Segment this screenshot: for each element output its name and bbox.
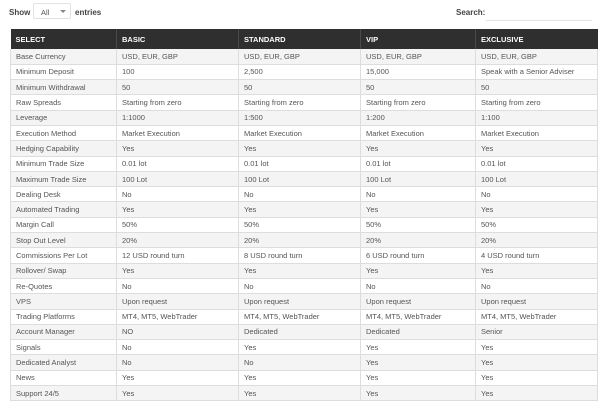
table-cell: 50% — [476, 217, 598, 232]
table-cell: No — [476, 278, 598, 293]
row-label-cell: Commissions Per Lot — [11, 248, 117, 263]
table-cell: 6 USD round turn — [361, 248, 476, 263]
table-cell: 0.01 lot — [361, 156, 476, 171]
row-label-cell: Trading Platforms — [11, 309, 117, 324]
table-row — [11, 125, 598, 140]
table-row — [11, 324, 598, 339]
row-label-cell: Execution Method — [11, 125, 117, 140]
table-cell: Yes — [476, 141, 598, 156]
table-cell: Starting from zero — [239, 95, 361, 110]
table-cell: 1:1000 — [117, 110, 239, 125]
table-cell: No — [239, 355, 361, 370]
table-row — [11, 386, 598, 401]
table-cell: No — [361, 278, 476, 293]
table-cell: Speak with a Senior Adviser — [476, 64, 598, 79]
table-cell: 1:200 — [361, 110, 476, 125]
table-cell: Yes — [361, 340, 476, 355]
row-label-cell: Minimum Deposit — [11, 64, 117, 79]
show-label: Show — [9, 8, 31, 17]
row-label-cell: Dealing Desk — [11, 187, 117, 202]
table-cell: 50 — [476, 80, 598, 95]
chevron-down-icon — [60, 10, 66, 13]
table-cell: No — [239, 278, 361, 293]
table-cell: Yes — [117, 263, 239, 278]
table-row — [11, 171, 598, 186]
header-row — [11, 29, 598, 49]
row-label-cell: Minimum Withdrawal — [11, 80, 117, 95]
table-cell: Starting from zero — [117, 95, 239, 110]
table-cell: Yes — [361, 263, 476, 278]
column-header-basic[interactable]: BASIC — [117, 29, 239, 49]
table-cell: Upon request — [239, 294, 361, 309]
table-cell: 50 — [361, 80, 476, 95]
row-label-cell: Minimum Trade Size — [11, 156, 117, 171]
table-cell: 100 Lot — [239, 171, 361, 186]
table-cell: 50% — [239, 217, 361, 232]
table-cell: 0.01 lot — [117, 156, 239, 171]
table-cell: Starting from zero — [476, 95, 598, 110]
table-cell: No — [476, 187, 598, 202]
table-cell: 50% — [361, 217, 476, 232]
table-cell: 12 USD round turn — [117, 248, 239, 263]
table-row — [11, 355, 598, 370]
table-header — [11, 29, 598, 49]
column-header-exclusive[interactable]: EXCLUSIVE — [476, 29, 598, 49]
table-cell: MT4, MT5, WebTrader — [361, 309, 476, 324]
table-cell: 1:100 — [476, 110, 598, 125]
row-label-cell: Leverage — [11, 110, 117, 125]
entries-length-value: All — [41, 8, 50, 17]
table-cell: Starting from zero — [361, 95, 476, 110]
table-cell: No — [361, 187, 476, 202]
table-cell: Dedicated — [361, 324, 476, 339]
row-label-cell: Base Currency — [11, 49, 117, 64]
table-row — [11, 202, 598, 217]
table-row — [11, 64, 598, 79]
table-cell: Yes — [476, 386, 598, 401]
table-cell: No — [117, 340, 239, 355]
row-label-cell: Signals — [11, 340, 117, 355]
table-cell: Yes — [239, 141, 361, 156]
table-cell: 20% — [117, 233, 239, 248]
search-label: Search: — [456, 8, 486, 17]
table-cell: No — [117, 278, 239, 293]
table-cell: 0.01 lot — [239, 156, 361, 171]
column-header-standard[interactable]: STANDARD — [239, 29, 361, 49]
table-cell: USD, EUR, GBP — [117, 49, 239, 64]
table-cell: NO — [117, 324, 239, 339]
row-label-cell: Hedging Capability — [11, 141, 117, 156]
table-row — [11, 294, 598, 309]
table-cell: 50 — [239, 80, 361, 95]
entries-length-select[interactable] — [33, 3, 71, 19]
table-cell: Yes — [476, 340, 598, 355]
row-label-cell: Support 24/5 — [11, 386, 117, 401]
table-cell: 1:500 — [239, 110, 361, 125]
table-cell: Yes — [476, 370, 598, 385]
table-cell: 0.01 lot — [476, 156, 598, 171]
table-row — [11, 233, 598, 248]
table-row — [11, 141, 598, 156]
account-comparison-table — [10, 29, 598, 401]
table-cell: USD, EUR, GBP — [239, 49, 361, 64]
table-cell: Yes — [476, 355, 598, 370]
table-row — [11, 95, 598, 110]
table-cell: Yes — [117, 386, 239, 401]
table-cell: Yes — [476, 202, 598, 217]
table-cell: Yes — [239, 202, 361, 217]
table-cell: Yes — [117, 370, 239, 385]
table-cell: MT4, MT5, WebTrader — [239, 309, 361, 324]
table-cell: 50 — [117, 80, 239, 95]
table-cell: 50% — [117, 217, 239, 232]
table-cell: Yes — [239, 263, 361, 278]
table-cell: USD, EUR, GBP — [361, 49, 476, 64]
table-row — [11, 370, 598, 385]
table-cell: USD, EUR, GBP — [476, 49, 598, 64]
table-cell: 20% — [476, 233, 598, 248]
row-label-cell: Stop Out Level — [11, 233, 117, 248]
table-cell: Yes — [239, 370, 361, 385]
table-cell: Yes — [361, 141, 476, 156]
table-cell: Yes — [361, 386, 476, 401]
table-cell: 4 USD round turn — [476, 248, 598, 263]
table-row — [11, 187, 598, 202]
table-cell: 2,500 — [239, 64, 361, 79]
table-cell: Yes — [476, 263, 598, 278]
column-header-select[interactable]: SELECT — [11, 29, 117, 49]
table-cell: No — [117, 355, 239, 370]
table-cell: Market Execution — [117, 125, 239, 140]
column-header-vip[interactable]: VIP — [361, 29, 476, 49]
row-label-cell: Maximum Trade Size — [11, 171, 117, 186]
table-row — [11, 217, 598, 232]
table-cell: Market Execution — [476, 125, 598, 140]
table-cell: MT4, MT5, WebTrader — [117, 309, 239, 324]
table-row — [11, 49, 598, 64]
table-cell: Market Execution — [239, 125, 361, 140]
table-cell: Market Execution — [361, 125, 476, 140]
table-cell: 8 USD round turn — [239, 248, 361, 263]
table-controls — [0, 0, 600, 26]
row-label-cell: VPS — [11, 294, 117, 309]
table-row — [11, 309, 598, 324]
table-row — [11, 110, 598, 125]
table-row — [11, 248, 598, 263]
table-cell: Upon request — [476, 294, 598, 309]
table-row — [11, 263, 598, 278]
row-label-cell: Account Manager — [11, 324, 117, 339]
table-cell: Yes — [361, 202, 476, 217]
table-cell: Upon request — [117, 294, 239, 309]
table-cell: Yes — [239, 386, 361, 401]
table-cell: No — [117, 187, 239, 202]
table-cell: Yes — [361, 355, 476, 370]
row-label-cell: Raw Spreads — [11, 95, 117, 110]
table-cell: Yes — [239, 340, 361, 355]
table-row — [11, 156, 598, 171]
table-cell: Yes — [117, 141, 239, 156]
table-cell: Dedicated — [239, 324, 361, 339]
table-cell: Upon request — [361, 294, 476, 309]
row-label-cell: Automated Trading — [11, 202, 117, 217]
table-cell: No — [239, 187, 361, 202]
table-cell: Senior — [476, 324, 598, 339]
table-cell: Yes — [117, 202, 239, 217]
table-cell: 100 Lot — [476, 171, 598, 186]
row-label-cell: Margin Call — [11, 217, 117, 232]
table-cell: 20% — [239, 233, 361, 248]
row-label-cell: Dedicated Analyst — [11, 355, 117, 370]
row-label-cell: News — [11, 370, 117, 385]
row-label-cell: Rollover/ Swap — [11, 263, 117, 278]
table-row — [11, 278, 598, 293]
table-cell: 100 — [117, 64, 239, 79]
table-cell: 20% — [361, 233, 476, 248]
row-label-cell: Re-Quotes — [11, 278, 117, 293]
table-cell: 15,000 — [361, 64, 476, 79]
table-cell: Yes — [361, 370, 476, 385]
table-cell: 100 Lot — [361, 171, 476, 186]
search-input[interactable] — [486, 4, 592, 21]
table-row — [11, 340, 598, 355]
entries-label: entries — [75, 8, 102, 17]
table-body — [11, 49, 598, 401]
table-cell: MT4, MT5, WebTrader — [476, 309, 598, 324]
table-cell: 100 Lot — [117, 171, 239, 186]
table-row — [11, 80, 598, 95]
